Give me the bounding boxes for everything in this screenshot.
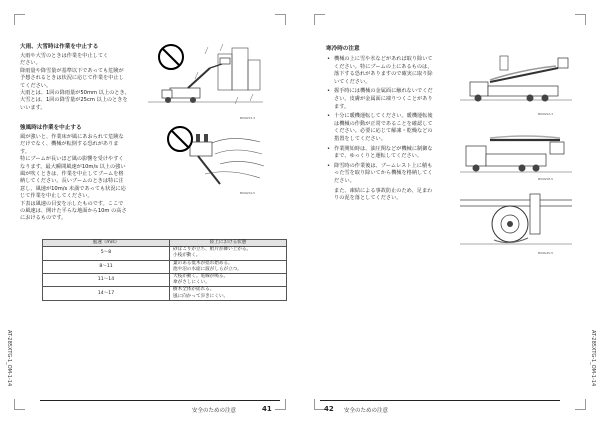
wind-state-cell: 樹木全体が揺れる。 風に向かって歩きにくい。 [170,287,287,300]
list-note: また、凍結による事故防止のため、足まわ りの泥を落としてください。 [334,187,433,202]
footer-title: 安全のための注意 [344,408,389,414]
wind-speed-cell: 14〜17 [43,287,170,300]
crop-mark [575,14,586,25]
crop-mark [314,14,325,25]
crop-mark [14,399,25,410]
table-row [43,274,287,287]
rain-snow-text [20,53,150,112]
right-page [300,0,600,424]
wind-speed-cell: 8〜11 [43,260,170,273]
footer-rule [40,400,280,401]
section-heading-rain-snow: 大雨、大雪時は作業を中止する [20,44,99,50]
text-line: 下表は風速の目安を示したものです。ここで [20,200,124,207]
text-line: だけでなく、機械が転倒する恐れがありま [20,141,119,148]
table-header-speed: 風速（m/s） [43,240,170,247]
text-line: 大雪とは、1回の降雪量が25cm 以上のときを [20,97,128,104]
text-line: 予想されるときは状況に応じて作業を中止し [20,75,124,82]
text-line: の風速は、開けた平らな地面から10m の高さ [20,208,127,215]
rain-snow-illustration [148,42,263,114]
text-line: 風が強いと、作業床が風にあおられて危険な [20,134,124,140]
table-row [43,247,287,260]
wind-speed-table [42,239,287,301]
text-line: ださい。 [20,60,41,67]
table-row [43,260,287,273]
page-number: 41 [262,405,272,413]
figure-code: B09G52-3 [538,112,554,116]
cold-weather-list [326,56,456,205]
table-row [43,287,287,300]
list-item: • 十分に暖機運転してください。暖機運転後 は機械の作動が正常であることを確認して ください。必要に応じて解凍・乾燥などの 措置をしてください。 [326,113,456,143]
frozen-wheel-illustration [460,184,572,250]
snow-on-truck-illustration [460,44,572,110]
text-line: 意し、風速が10m/s 未満であっても状況に応 [20,185,126,192]
wind-state-cell: 砂ぼこりが立ち、紙片が舞い上がる。 小枝が動く。 [170,247,287,260]
text-line: におけるものです。 [20,215,67,222]
crop-mark [14,14,25,25]
figure-code: B09G45-5 [538,251,554,255]
text-line: じて作業を中止してください。 [20,193,93,200]
wind-state-cell: 大枝が動く。電線が鳴る。 傘がさしにくい。 [170,274,287,287]
section-heading-wind: 強風時は作業を中止する [20,125,82,131]
list-item: • 機械の上に雪や氷などがあれば取り除いて ください。特にブームの上にあるものは、 落下する恐れがありますので確実に取り除 いてください。 [326,56,456,86]
footer-rule [320,400,560,401]
crop-mark [275,14,286,25]
side-document-code: AT-285XTG-1_OM-1-14 [6,330,12,387]
text-line: 大雨とは、1回の降雨量が50mm 以上のとき、 [20,90,130,97]
text-line: なります。最大瞬間風速が10m/s 以上の強い [20,163,126,170]
text-line: てください。 [20,82,52,89]
figure-code: B09G58-5 [538,177,554,181]
crop-mark [575,399,586,410]
text-line: す。 [20,148,30,155]
figure-code: B09G53-3 [240,116,256,120]
footer-title: 安全のための注意 [192,408,237,414]
wind-speed-cell: 11〜14 [43,274,170,287]
list-item: • 降雪時の作業後は、ブームレスト上に積も った雪を取り除いてから機械を格納してく ださい。 [326,163,456,186]
text-line: 風が吹くときは、作業を中止してブームを格 [20,171,124,178]
text-line: 降雨量や降雪量が基準以下であっても危険が [20,67,124,74]
table-header-row [43,240,287,247]
boom-snow-removal-illustration [460,120,572,178]
text-line: 大雨や大雪のときは作業を中止してく [20,53,109,59]
text-line: 特にブームが長いほど風の影響を受けやすく [20,156,124,163]
figure-code: B09G54-5 [240,191,256,195]
wind-speed-cell: 5〜8 [43,247,170,260]
text-line: 納してください。長いブームのときは特に注 [20,178,124,185]
text-line: いいます。 [20,104,46,111]
side-document-code: AT-285XTG-1_OM-1-14 [590,330,596,387]
wind-state-cell: 葉のある低木が揺れ始める。 池や沼の水面に波がしらが立つ。 [170,260,287,273]
page-number: 42 [324,405,334,413]
section-heading-cold: 寒冷時の注意 [326,46,360,52]
table-header-state: 陸上における状態 [170,240,287,247]
wind-text [20,134,160,223]
strong-wind-illustration [160,124,265,190]
list-item: • 握手時には機械の金属面に触れないでくだ さい。皮膚が金属面に凍りつくことがあり ます。 [326,88,456,111]
list-item: • 作業開始時は、油圧関などが機械に制御な まで、ゆっくりと運転してください。 [326,146,456,161]
